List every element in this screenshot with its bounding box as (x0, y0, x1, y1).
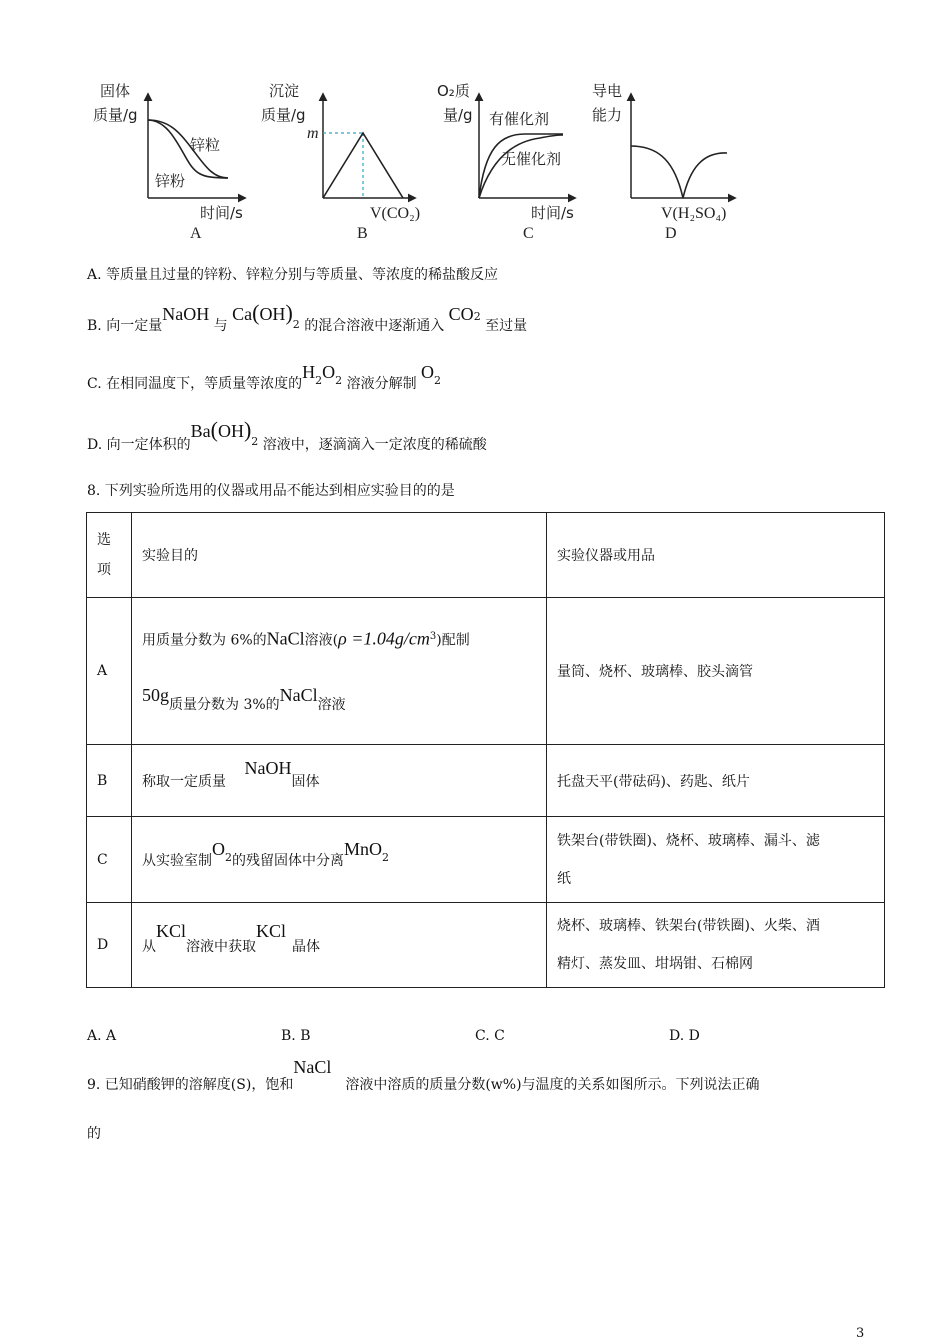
graph-d-ylabel1: 导电 (592, 82, 623, 100)
graph-d-letter: D (665, 225, 677, 242)
table-row-c: C 从实验室制$O^2$的残留固体中分离MnO$^2$ 铁架台(带铁圈)、烧杯、玻璃棒、漏斗、滤 纸 (87, 817, 885, 903)
table-row-a: A 用质量分数为 6%的NaCl溶液$(\rho =1.04g/cm^3)$配制 50g质量分数为 3%的NaCl溶液 量筒、烧杯、玻璃棒、胶头滴管 (87, 598, 885, 745)
graph-b-ylabel1: 沉淀 (269, 82, 300, 100)
q7-option-d: D. 向一定体积的$Ba(OH)_2$ 溶液中，逐滴滴入一定浓度的稀硫酸 (87, 417, 487, 453)
graph-b-ylabel2: 质量/g (261, 106, 306, 124)
q7-option-c: C. 在相同温度下，等质量等浓度的$H_2O_2$ 溶液分解制 $O_2$ (87, 362, 442, 392)
graph-a-ylabel1: 固体 (100, 82, 131, 100)
choice-a[interactable]: A. A (87, 1028, 117, 1044)
graph-c-ylabel2: 量/g (443, 106, 473, 124)
graph-a-ylabel2: 质量/g (93, 106, 138, 124)
graph-c-xlabel: 时间/s (531, 204, 574, 222)
choice-c[interactable]: C. C (475, 1028, 505, 1044)
graph-c (437, 82, 575, 242)
reaction-graphs (85, 78, 765, 248)
q9-question: 9. 已知硝酸钾的溶解度(S)，饱和NaCl溶液中溶质的质量分数(w%)与温度的关系如图所示。下列说法正确 (87, 1057, 760, 1093)
graph-d-xlabel: V(H₂SO₄) (661, 205, 727, 222)
graph-c-curve1: 有催化剂 (489, 110, 550, 128)
graph-a-xlabel: 时间/s (200, 204, 243, 222)
graph-b (261, 82, 420, 242)
table-row-header: 选 项 实验目的 实验仪器或用品 (87, 513, 885, 598)
graph-b-xlabel: V(CO₂) (370, 205, 421, 222)
graph-a-letter: A (190, 225, 202, 242)
graph-c-ylabel1: O₂质 (437, 82, 470, 100)
graph-b-letter: B (357, 225, 368, 242)
graph-a (93, 82, 245, 242)
page-number: 3 (856, 1326, 865, 1341)
q8-question: 8. 下列实验所选用的仪器或用品不能达到相应实验目的的是 (87, 483, 455, 499)
graph-d (592, 82, 735, 242)
choice-d[interactable]: D. D (669, 1028, 700, 1044)
table-row-d: D 从KCl溶液中获取KCl晶体 烧杯、玻璃棒、铁架台(带铁圈)、火柴、酒 精灯、蒸发皿、坩埚钳、石棉网 (87, 903, 885, 988)
graph-b-m: m (307, 125, 319, 142)
graph-c-curve2: 无催化剂 (501, 150, 562, 168)
q9-question-cont: 的 (87, 1126, 101, 1142)
table-row-b: B 称取一定质量 NaOH固体 托盘天平(带砝码)、药匙、纸片 (87, 745, 885, 817)
q8-table (86, 512, 885, 988)
choice-b[interactable]: B. B (281, 1028, 311, 1044)
graph-c-letter: C (523, 225, 534, 242)
q8-answer-choices (87, 1027, 787, 1047)
graph-a-curve2: 锌粉 (155, 172, 186, 190)
q7-option-a: A. 等质量且过量的锌粉、锌粒分别与等质量、等浓度的稀盐酸反应 (87, 267, 499, 283)
graph-a-curve1: 锌粒 (190, 136, 221, 154)
q7-option-b: B. 向一定量NaOH 与 $Ca(OH)_2$ 的混合溶液中逐渐通入 CO2 至过量 (87, 300, 528, 334)
graph-d-ylabel2: 能力 (592, 106, 623, 124)
